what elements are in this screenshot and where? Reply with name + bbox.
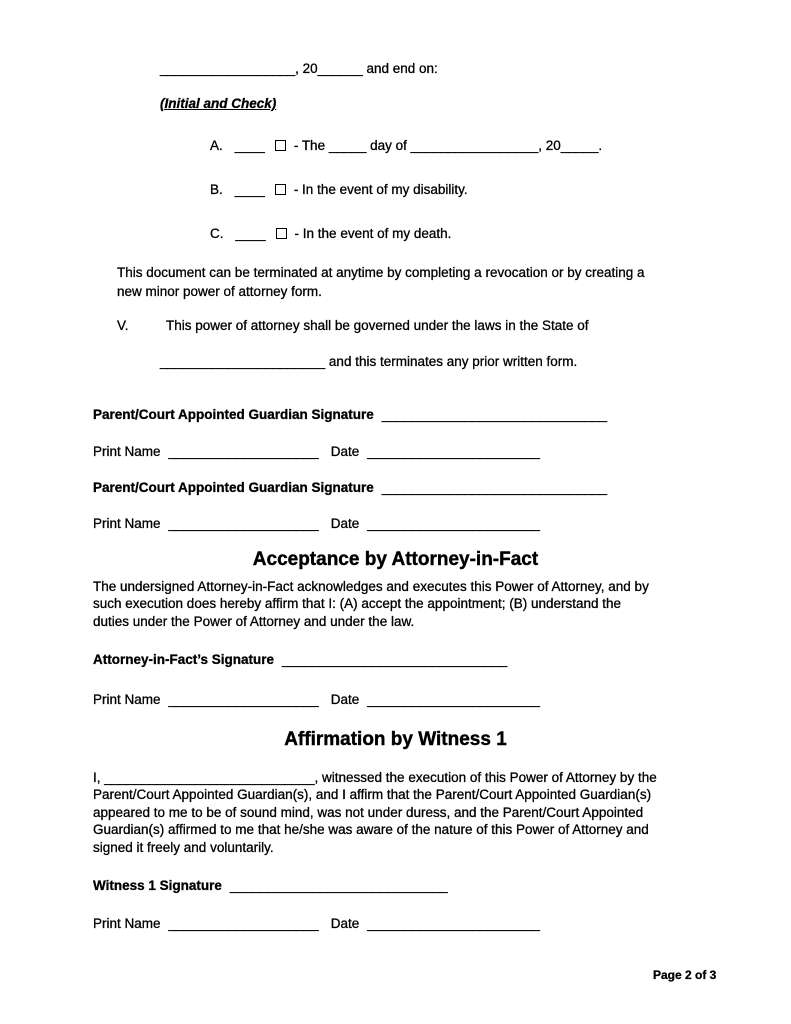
witness-heading: Affirmation by Witness 1 <box>284 729 507 750</box>
guardian-signature-label: Parent/Court Appointed Guardian Signature <box>93 480 374 495</box>
guardian-signature-blank[interactable]: ______________________________ <box>381 480 608 495</box>
option-c-letter: C. <box>210 226 224 241</box>
state-blank-line: ______________________ and this terminates any prior written form. <box>160 354 578 369</box>
acceptance-heading: Acceptance by Attorney-in-Fact <box>252 549 539 570</box>
print-name-blank[interactable]: ____________________ <box>168 692 319 707</box>
option-c-text: - In the event of my death. <box>294 226 452 241</box>
article-v-row <box>117 318 589 333</box>
guardian-signature-row-2 <box>93 480 607 495</box>
attorney-signature-blank[interactable]: ______________________________ <box>282 652 508 667</box>
option-a-checkbox-icon[interactable] <box>275 140 286 151</box>
option-a-text: - The _____ day of _________________, 20_____. <box>293 138 603 153</box>
option-b-text: - In the event of my disability. <box>293 182 468 197</box>
termination-paragraph: This document can be terminated at anytime by completing a revocation or by creating a new minor power of attorney form. <box>117 265 645 299</box>
witness-body-pre: I, <box>93 770 101 785</box>
option-b-checkbox-icon[interactable] <box>275 184 286 195</box>
print-name-label: Print Name <box>93 692 161 707</box>
guardian-signature-label: Parent/Court Appointed Guardian Signature <box>93 407 374 422</box>
end-date-line: __________________, 20______ and end on: <box>160 61 438 76</box>
print-date-row-1 <box>93 444 540 459</box>
option-c-checkbox-icon[interactable] <box>276 228 287 239</box>
option-b-initial-blank[interactable]: ____ <box>234 182 265 197</box>
acceptance-paragraph: The undersigned Attorney-in-Fact acknowledges and executes this Power of Attorney, and by such execution does hereby affirm that I: (A) accept the appointment; (B) understand the duties under the Power of Attorney and under the law. <box>93 579 649 629</box>
print-name-blank[interactable]: ____________________ <box>168 444 319 459</box>
witness-signature-label: Witness 1 Signature <box>93 878 222 893</box>
print-date-row-3 <box>93 692 540 707</box>
date-blank[interactable]: _______________________ <box>367 692 540 707</box>
print-date-row-4 <box>93 916 540 931</box>
option-a-row <box>210 138 602 153</box>
article-v-text: This power of attorney shall be governed under the laws in the State of <box>166 318 589 333</box>
date-label: Date <box>330 916 360 931</box>
witness-name-blank[interactable]: ____________________________ <box>104 770 315 785</box>
guardian-signature-blank[interactable]: ______________________________ <box>381 407 608 422</box>
option-c-initial-blank[interactable]: ____ <box>235 226 266 241</box>
option-c-row <box>210 226 451 241</box>
print-name-label: Print Name <box>93 916 161 931</box>
option-a-letter: A. <box>210 138 223 153</box>
date-blank[interactable]: _______________________ <box>367 916 540 931</box>
option-a-initial-blank[interactable]: ____ <box>234 138 265 153</box>
option-b-row <box>210 182 468 197</box>
option-b-letter: B. <box>210 182 223 197</box>
initial-check-instruction: (Initial and Check) <box>160 96 277 111</box>
page-number: Page 2 of 3 <box>653 968 717 982</box>
print-name-blank[interactable]: ____________________ <box>168 916 319 931</box>
print-name-label: Print Name <box>93 444 161 459</box>
date-blank[interactable]: _______________________ <box>367 516 540 531</box>
witness-signature-blank[interactable]: _____________________________ <box>229 878 448 893</box>
guardian-signature-row-1 <box>93 407 607 422</box>
date-label: Date <box>330 516 360 531</box>
print-name-label: Print Name <box>93 516 161 531</box>
date-label: Date <box>330 444 360 459</box>
print-name-blank[interactable]: ____________________ <box>168 516 319 531</box>
date-blank[interactable]: _______________________ <box>367 444 540 459</box>
date-label: Date <box>330 692 360 707</box>
witness-body-post: , witnessed the execution of this Power of Attorney by the Parent/Court Appointed Guardian(s), and I affirm that the Parent/Court Appointed Guardian(s) appeared to me to be of sound mind, was not under duress, and the Parent/Court Appointed Guardian(s) affirmed to me that he/she was aware of the nature of this Power of Attorney and signed it freely and voluntarily. <box>93 770 657 855</box>
attorney-signature-label: Attorney-in-Fact’s Signature <box>93 652 275 667</box>
witness-paragraph <box>93 769 663 856</box>
article-v-number: V. <box>117 318 129 333</box>
print-date-row-2 <box>93 516 540 531</box>
witness-signature-row <box>93 878 448 893</box>
attorney-signature-row <box>93 652 507 667</box>
